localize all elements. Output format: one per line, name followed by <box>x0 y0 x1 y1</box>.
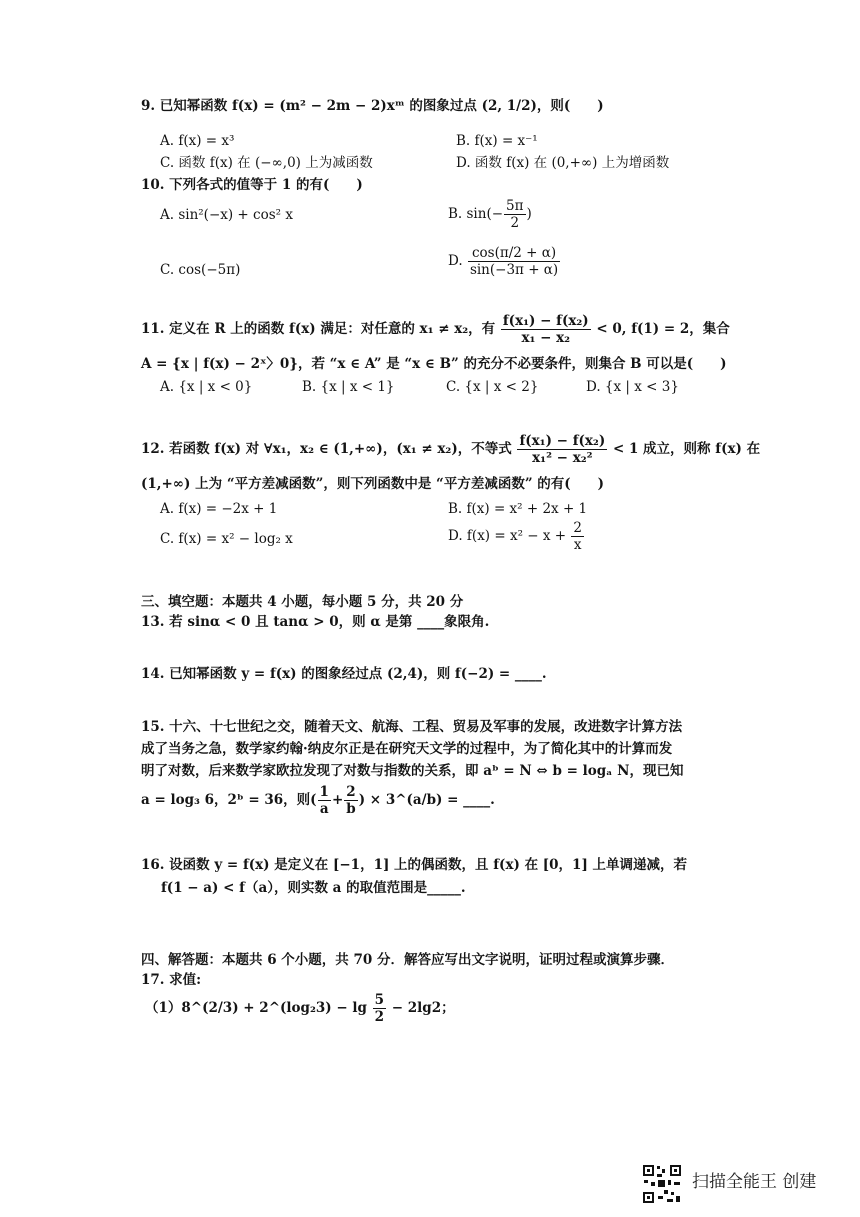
q12-option-a: A. f(x) = −2x + 1 <box>160 501 278 517</box>
q12-option-d-denominator: x <box>573 537 582 554</box>
qr-code-icon <box>642 1164 682 1204</box>
q11-option-d: D. {x | x < 3} <box>586 379 679 395</box>
q10-option-d-fraction <box>468 245 560 278</box>
q10-option-b-denominator: 2 <box>510 215 520 232</box>
q15-line-1: 15. 十六、十七世纪之交，随着天文、航海、工程、贸易及军事的发展，改进数字计算方法 <box>141 719 683 735</box>
q12-line-2: (1,+∞) 上为 “平方差减函数”，则下列函数中是 “平方差减函数” 的有( ) <box>141 476 605 492</box>
q12-fraction-numerator: f(x₁) − f(x₂) <box>519 433 606 449</box>
q15-fraction-1-numerator: 1 <box>319 784 329 800</box>
scanner-watermark <box>640 1160 840 1206</box>
q15-line-4-prefix: a = log₃ 6，2ᵇ = 36，则( <box>141 792 317 809</box>
q15-line-2: 成了当务之急，数学家约翰·纳皮尔正是在研究天文学的过程中，为了简化其中的计算而发 <box>141 741 673 757</box>
q14-stem: 14. 已知幂函数 y = f(x) 的图象经过点 (2,4)，则 f(−2) = ____. <box>141 666 547 682</box>
q12-fraction <box>517 433 607 466</box>
q11-fraction-denominator: x₁ − x₂ <box>521 330 571 347</box>
q10-option-b-fraction <box>504 198 525 231</box>
q10-option-a: A. sin²(−x) + cos² x <box>160 207 293 223</box>
q11-line-1-prefix: 11. 定义在 R 上的函数 f(x) 满足：对任意的 x₁ ≠ x₂，有 <box>141 321 496 338</box>
q12-fraction-denominator: x₁² − x₂² <box>532 450 593 467</box>
q12-option-d-numerator: 2 <box>573 520 582 536</box>
q17-part-1-suffix: − 2lg2； <box>391 1000 455 1017</box>
q13-stem: 13. 若 sinα < 0 且 tanα > 0，则 α 是第 ____象限角. <box>141 614 490 630</box>
q11-fraction-numerator: f(x₁) − f(x₂) <box>502 313 589 329</box>
q12-line-1-suffix: < 1 成立，则称 f(x) 在 <box>612 441 761 458</box>
q9-option-b: B. f(x) = x⁻¹ <box>456 133 538 149</box>
q15-fraction-2 <box>344 784 357 817</box>
q11-line-1-suffix: < 0, f(1) = 2，集合 <box>596 321 730 338</box>
q12-line-1 <box>141 433 760 466</box>
q10-option-c: C. cos(−5π) <box>160 262 241 278</box>
section-3-heading: 三、填空题：本题共 4 小题，每小题 5 分，共 20 分 <box>141 594 464 610</box>
q11-line-1 <box>141 313 730 346</box>
q10-option-b <box>448 198 532 231</box>
q10-option-d-prefix: D. <box>448 253 463 270</box>
q12-line-1-prefix: 12. 若函数 f(x) 对 ∀x₁，x₂ ∈ (1,+∞)，(x₁ ≠ x₂)，不等式 <box>141 441 512 458</box>
q10-option-b-suffix: ) <box>526 206 532 223</box>
q11-option-b: B. {x | x < 1} <box>302 379 395 395</box>
q16-line-2: f(1 − a) < f（a），则实数 a 的取值范围是_____. <box>161 880 466 896</box>
q17-fraction-denominator: 2 <box>374 1009 385 1026</box>
q15-line-4 <box>141 784 495 817</box>
q15-fraction-1 <box>318 784 331 817</box>
q15-fraction-2-numerator: 2 <box>344 784 357 801</box>
q15-line-4-suffix: ) × 3^(a/b) = ____. <box>358 792 495 809</box>
q9-option-a: A. f(x) = x³ <box>160 133 235 149</box>
q10-option-d-numerator: cos(π/2 + α) <box>468 245 560 262</box>
q12-option-d-fraction <box>571 520 584 553</box>
q17-part-1-prefix: （1）8^(2/3) + 2^(log₂3) − lg <box>145 1000 367 1017</box>
q15-fraction-2-denominator: b <box>346 801 356 818</box>
q15-line-3: 明了对数，后来数学家欧拉发现了对数与指数的关系，即 aᵇ = N ⇔ b = logₐ N，现已知 <box>141 763 684 779</box>
q11-option-a: A. {x | x < 0} <box>160 379 253 395</box>
q9-option-c: C. 函数 f(x) 在 (−∞,0) 上为减函数 <box>160 155 373 171</box>
q10-option-b-numerator: 5π <box>506 198 524 214</box>
scanner-brand-text: 扫描全能王 创建 <box>692 1172 817 1192</box>
q11-option-c: C. {x | x < 2} <box>446 379 539 395</box>
q10-option-d <box>448 245 561 278</box>
q15-fraction-1-denominator: a <box>319 801 329 818</box>
section-4-heading: 四、解答题：本题共 6 个小题，共 70 分．解答应写出文字说明，证明过程或演算步骤． <box>141 952 674 968</box>
q12-option-b: B. f(x) = x² + 2x + 1 <box>448 501 588 517</box>
q12-option-c: C. f(x) = x² − log₂ x <box>160 531 293 547</box>
q9-stem: 9. 已知幂函数 f(x) = (m² − 2m − 2)xᵐ 的图象过点 (2, 1/2)，则( ) <box>141 98 604 114</box>
q11-fraction <box>501 313 591 346</box>
q12-option-d <box>448 520 585 553</box>
q17-title: 17. 求值: <box>141 972 202 988</box>
q10-option-d-denominator: sin(−3π + α) <box>469 262 559 279</box>
q15-plus: + <box>331 792 344 809</box>
q17-fraction <box>373 992 386 1025</box>
q17-part-1 <box>145 992 455 1025</box>
q10-stem: 10. 下列各式的值等于 1 的有( ) <box>141 177 363 193</box>
q16-line-1: 16. 设函数 y = f(x) 是定义在 [−1，1] 上的偶函数，且 f(x) 在 [0，1] 上单调递减，若 <box>141 857 688 873</box>
q10-option-b-prefix: B. sin(− <box>448 206 504 223</box>
q11-line-2: A = {x | f(x) − 2ˣ〉0}，若 “x ∈ A” 是 “x ∈ B” 的充分不必要条件，则集合 B 可以是( ) <box>141 356 727 372</box>
q12-option-d-prefix: D. f(x) = x² − x + <box>448 528 567 545</box>
q17-fraction-numerator: 5 <box>374 992 385 1008</box>
q9-option-d: D. 函数 f(x) 在 (0,+∞) 上为增函数 <box>456 155 670 171</box>
